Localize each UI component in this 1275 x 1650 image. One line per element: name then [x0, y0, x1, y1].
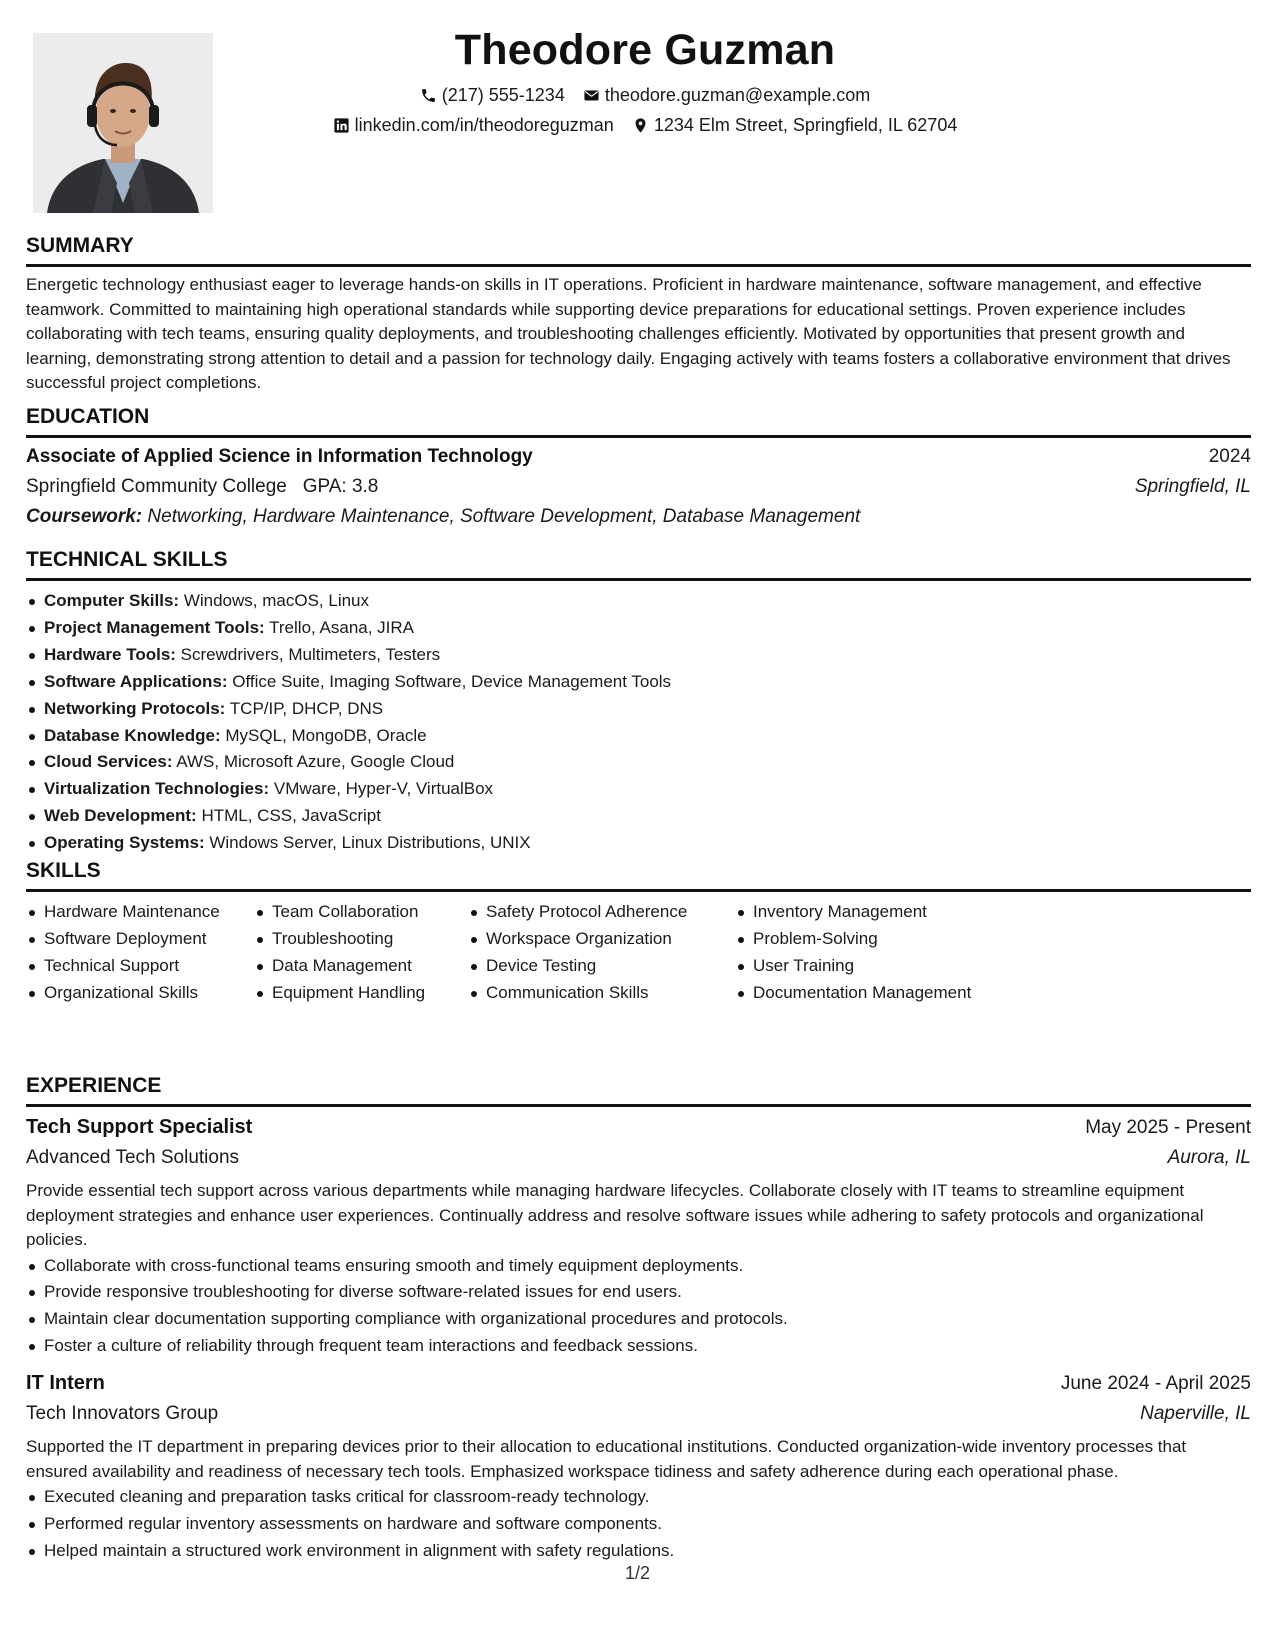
skill-label: Project Management Tools:: [44, 617, 265, 637]
technical-skills-list: [26, 588, 1251, 857]
list-item: Collaborate with cross-functional teams ensuring smooth and timely equipment deployments.: [26, 1253, 1251, 1280]
skill-label: Software Applications:: [44, 671, 228, 691]
list-item: Provide responsive troubleshooting for diverse software-related issues for end users.: [26, 1279, 1251, 1306]
job-entry: [26, 1112, 1251, 1360]
list-item: Problem-Solving: [735, 926, 1025, 953]
gpa: GPA: 3.8: [302, 476, 379, 497]
list-item: Workspace Organization: [468, 926, 735, 953]
list-item: Performed regular inventory assessments on hardware and software components.: [26, 1511, 1251, 1538]
phone-text: (217) 555-1234: [441, 85, 565, 105]
skill-value: HTML, CSS, JavaScript: [201, 806, 381, 826]
list-item: [26, 642, 1251, 669]
email-text: theodore.guzman@example.com: [604, 85, 871, 105]
institution-name: Springfield Community College: [26, 476, 287, 497]
envelope-icon: [583, 87, 600, 104]
candidate-name: Theodore Guzman: [454, 26, 836, 74]
coursework-list: Networking, Hardware Maintenance, Software Development, Database Management: [147, 506, 861, 527]
skill-label: Web Development:: [44, 806, 197, 826]
page-number: 1/2: [624, 1563, 651, 1583]
list-item: [26, 615, 1251, 642]
linkedin-text: linkedin.com/in/theodoreguzman: [354, 115, 614, 135]
list-item: Safety Protocol Adherence: [468, 899, 735, 926]
company-name: Advanced Tech Solutions: [26, 1147, 240, 1168]
address-text: 1234 Elm Street, Springfield, IL 62704: [653, 115, 958, 135]
list-item: [26, 696, 1251, 723]
skills-column-2: [254, 899, 468, 1007]
section-title-education: EDUCATION: [26, 403, 1251, 438]
skills-column-1: [26, 899, 254, 1007]
company-name: Tech Innovators Group: [26, 1403, 219, 1425]
job-title: Tech Support Specialist: [26, 1116, 253, 1138]
list-item: Equipment Handling: [254, 980, 468, 1007]
list-item: [26, 588, 1251, 615]
skill-label: Hardware Tools:: [44, 644, 176, 664]
graduation-year: 2024: [1208, 446, 1251, 467]
list-item: [26, 803, 1251, 830]
resume-header: [260, 20, 1030, 140]
skill-label: Cloud Services:: [44, 752, 173, 772]
job-entry: [26, 1368, 1251, 1565]
list-item: [26, 723, 1251, 750]
section-title-technical-skills: TECHNICAL SKILLS: [26, 546, 1251, 581]
profile-photo: [33, 33, 213, 213]
skill-value: VMware, Hyper-V, VirtualBox: [273, 779, 494, 799]
skill-label: Computer Skills:: [44, 591, 180, 610]
coursework-label: Coursework:: [26, 506, 143, 527]
skills-section: [26, 857, 1251, 1007]
job-description: Supported the IT department in preparing devices prior to their allocation to educational institutions. Conducted organization-wide inventory processes that ensured availability and readiness of necessary tech tools. Emphasized workspace tidiness and safety adherence during each operational phase.: [26, 1437, 1187, 1481]
list-item: [26, 749, 1251, 776]
contact-line-1: [260, 80, 1030, 110]
technical-skills-section: [26, 546, 1251, 857]
summary-section: [26, 232, 1251, 396]
skill-value: TCP/IP, DHCP, DNS: [229, 698, 384, 718]
section-title-skills: SKILLS: [26, 857, 1251, 892]
skill-value: Office Suite, Imaging Software, Device Management Tools: [232, 671, 672, 691]
summary-text: Energetic technology enthusiast eager to leverage hands-on skills in IT operations. Proficient in hardware maintenance, software management, and effective teamwork. Committed to maintaining high operational standards while supporting device preparations for educational settings. Proven experience includes collaborating with tech teams, ensuring quality deployments, and troubleshooting challenges efficiently. Motivated by opportunities that present growth and learning, demonstrating strong attention to detail and a passion for technology daily. Engaging actively with teams fosters a collaborative environment that drives successful project completions.: [26, 275, 1231, 392]
job-location: Aurora, IL: [1167, 1147, 1251, 1168]
job-bullets: [26, 1484, 1251, 1565]
job-title: IT Intern: [26, 1372, 105, 1395]
list-item: Helped maintain a structured work environment in alignment with safety regulations.: [26, 1538, 1251, 1565]
skills-column-4: [735, 899, 1025, 1007]
skill-label: Operating Systems:: [44, 833, 205, 853]
institution-line: [26, 472, 378, 502]
address-contact: [632, 110, 958, 140]
skill-label: Virtualization Technologies:: [44, 779, 270, 799]
skill-label: Database Knowledge:: [44, 725, 221, 745]
education-section: [26, 403, 1251, 532]
skill-value: Windows Server, Linux Distributions, UNIX: [209, 833, 531, 853]
map-pin-icon: [632, 117, 649, 134]
list-item: Data Management: [254, 953, 468, 980]
skill-value: Screwdrivers, Multimeters, Testers: [180, 644, 441, 664]
skill-value: AWS, Microsoft Azure, Google Cloud: [176, 752, 455, 772]
contact-line-2: [260, 110, 1030, 140]
skill-value: Trello, Asana, JIRA: [269, 617, 415, 637]
phone-icon: [420, 87, 437, 104]
list-item: Communication Skills: [468, 980, 735, 1007]
list-item: Device Testing: [468, 953, 735, 980]
list-item: Troubleshooting: [254, 926, 468, 953]
job-location: Naperville, IL: [1140, 1403, 1251, 1425]
job-dates: June 2024 - April 2025: [1060, 1373, 1251, 1395]
job-bullets: [26, 1253, 1251, 1361]
experience-section: [26, 1072, 1251, 1565]
list-item: [26, 830, 1251, 857]
degree-name: Associate of Applied Science in Information Technology: [26, 446, 533, 467]
email-contact[interactable]: [583, 80, 870, 110]
skills-columns: [26, 899, 1251, 1007]
list-item: [26, 776, 1251, 803]
education-location: Springfield, IL: [1134, 476, 1251, 497]
list-item: Hardware Maintenance: [26, 899, 254, 926]
skill-value: Windows, macOS, Linux: [183, 591, 370, 610]
list-item: Software Deployment: [26, 926, 254, 953]
skill-label: Networking Protocols:: [44, 698, 226, 718]
coursework: [26, 502, 1251, 532]
linkedin-contact[interactable]: [333, 110, 614, 140]
list-item: Executed cleaning and preparation tasks critical for classroom-ready technology.: [26, 1484, 1251, 1511]
list-item: Technical Support: [26, 953, 254, 980]
job-dates: May 2025 - Present: [1085, 1117, 1251, 1138]
list-item: User Training: [735, 953, 1025, 980]
list-item: Team Collaboration: [254, 899, 468, 926]
skill-value: MySQL, MongoDB, Oracle: [225, 725, 427, 745]
job-description: Provide essential tech support across various departments while managing hardware lifecycles. Collaborate closely with IT teams to streamline equipment deployment strategies and enhance user experiences. Continually address and resolve software issues while adhering to safety protocols and organizational policies.: [26, 1181, 1204, 1249]
section-title-experience: EXPERIENCE: [26, 1072, 1251, 1107]
phone-contact[interactable]: [420, 80, 565, 110]
list-item: Inventory Management: [735, 899, 1025, 926]
list-item: Documentation Management: [735, 980, 1025, 1007]
section-title-summary: SUMMARY: [26, 232, 1251, 267]
list-item: Foster a culture of reliability through frequent team interactions and feedback sessions.: [26, 1333, 1251, 1360]
list-item: Organizational Skills: [26, 980, 254, 1007]
skills-column-3: [468, 899, 735, 1007]
list-item: [26, 669, 1251, 696]
linkedin-icon: [333, 117, 350, 134]
list-item: Maintain clear documentation supporting compliance with organizational procedures and protocols.: [26, 1306, 1251, 1333]
